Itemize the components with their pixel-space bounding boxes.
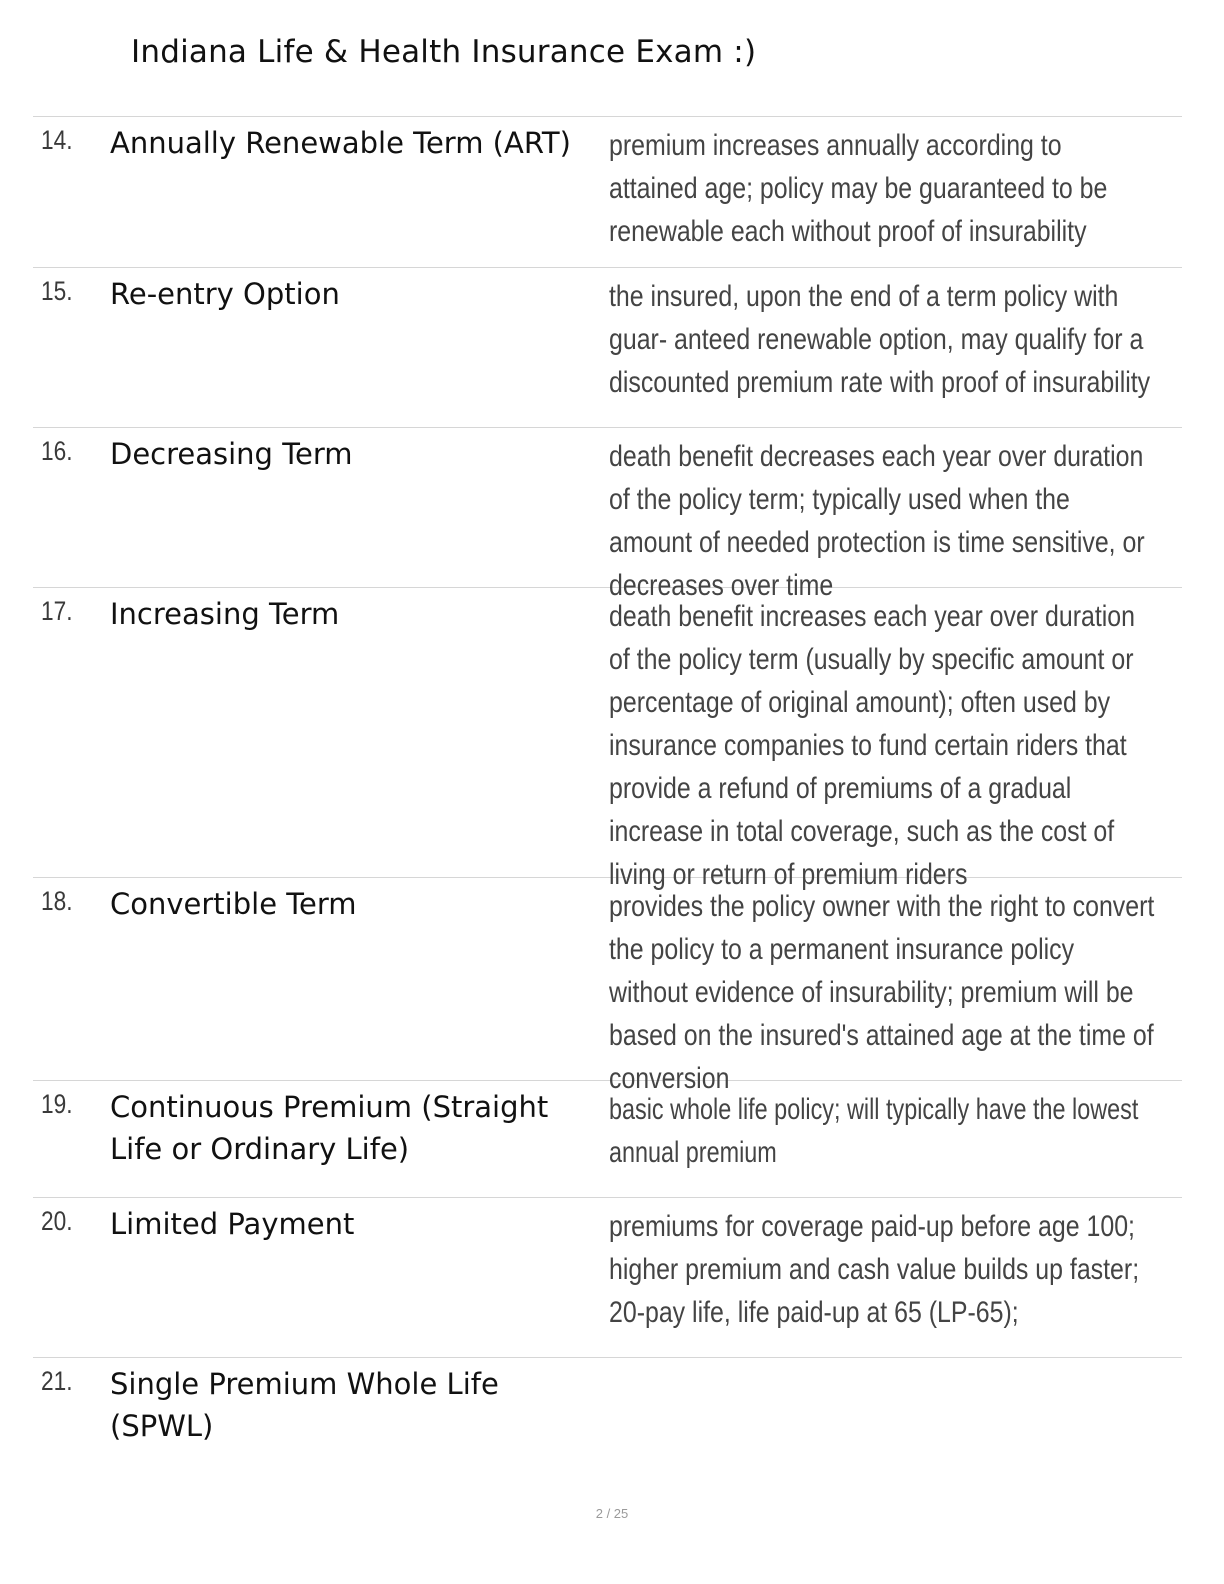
card-term: Single Premium Whole Life (SPWL) <box>110 1367 499 1443</box>
page-number: 2 / 25 <box>595 1506 629 1521</box>
card-definition: premiums for coverage paid-up before age 100; higher premium and cash value builds up faster; 20-pay life, life paid-up at 65 (LP-65); <box>609 1210 1140 1329</box>
card-definition: death benefit decreases each year over duration of the policy term; typically used when the amount of needed protection is time sensitive, or decreases over time <box>609 440 1145 602</box>
card-definition: the insured, upon the end of a term policy with guar- anteed renewable option, may qualify for a discounted premium rate with proof of insurability <box>609 280 1151 399</box>
card-term: Annually Renewable Term (ART) <box>110 126 571 160</box>
card-term: Increasing Term <box>110 597 340 631</box>
card-number: 18. <box>41 886 73 916</box>
flashcard-list <box>33 116 1182 1468</box>
flashcard-row <box>33 268 1182 428</box>
card-definition: death benefit increases each year over duration of the policy term (usually by specific amount or percentage of original amount); often used by insurance companies to fund certain riders that provide a refund of premiums of a gradual increase in total coverage, such as the cost of living or return of premium riders <box>609 600 1136 891</box>
page-title: Indiana Life & Health Insurance Exam :) <box>131 34 757 70</box>
card-term: Limited Payment <box>110 1207 355 1241</box>
card-term: Re-entry Option <box>110 277 340 311</box>
card-number: 21. <box>41 1366 73 1396</box>
card-definition: premium increases annually according to attained age; policy may be guaranteed to be renewable each without proof of insurability <box>609 129 1108 248</box>
flashcard-row <box>33 878 1182 1095</box>
flashcard-row <box>33 428 1182 602</box>
card-number: 20. <box>41 1206 73 1236</box>
flashcard-row <box>33 1081 1182 1198</box>
card-definition: basic whole life policy; will typically have the lowest annual premium <box>609 1093 1139 1169</box>
flashcard-row <box>33 1358 1182 1468</box>
card-term: Convertible Term <box>110 887 357 921</box>
card-number: 19. <box>41 1089 73 1119</box>
card-number: 14. <box>41 125 73 155</box>
card-number: 16. <box>41 436 73 466</box>
flashcard-row <box>33 117 1182 268</box>
card-definition: provides the policy owner with the right to convert the policy to a permanent insurance policy without evidence of insurability; premium will be based on the insured's attained age at the time of conversion <box>609 890 1155 1095</box>
card-number: 17. <box>41 596 73 626</box>
card-term: Continuous Premium (Straight Life or Ordinary Life) <box>110 1090 549 1166</box>
card-number: 15. <box>41 276 73 306</box>
card-term: Decreasing Term <box>110 437 353 471</box>
flashcard-row <box>33 1198 1182 1358</box>
flashcard-row <box>33 588 1182 891</box>
